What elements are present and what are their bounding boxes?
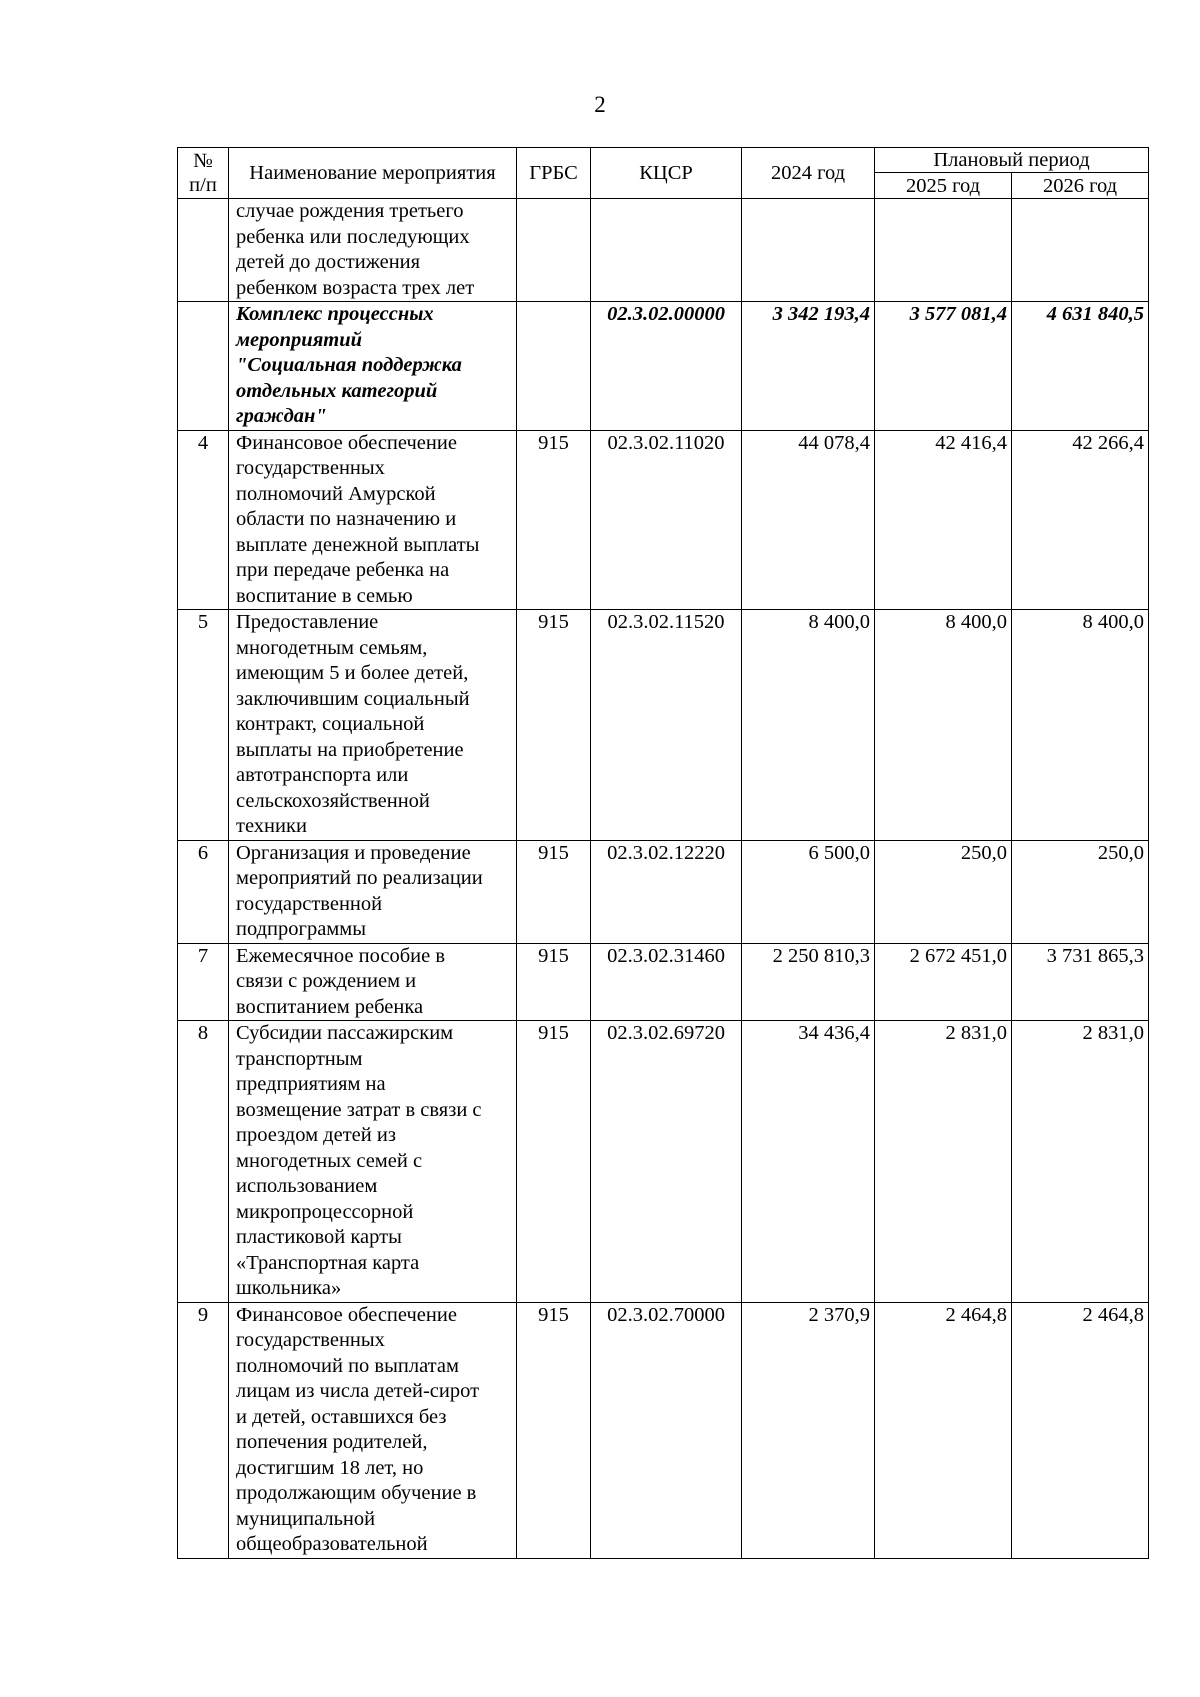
cell-name-line: транспортным xyxy=(236,1047,363,1070)
cell-name-line: многодетным семьям, xyxy=(236,636,428,659)
table-row xyxy=(178,1021,1149,1303)
cell-2024: 8 400,0 xyxy=(742,610,875,841)
cell-grbs xyxy=(517,199,591,302)
cell-name-line: Субсидии пассажирским xyxy=(236,1022,454,1044)
table-row xyxy=(178,840,1149,943)
table-row xyxy=(178,302,1149,431)
cell-name-line: достигшим 18 лет, но xyxy=(236,1456,424,1479)
cell-name xyxy=(229,1021,517,1303)
cell-name-line: ребенка или последующих xyxy=(236,225,470,248)
cell-name-line: микропроцессорной xyxy=(236,1200,414,1223)
cell-2025: 42 416,4 xyxy=(875,430,1012,610)
cell-name-line: мероприятий xyxy=(236,328,363,351)
cell-2026 xyxy=(1012,199,1149,302)
cell-kcsr: 02.3.02.70000 xyxy=(591,1302,742,1558)
cell-2024: 2 250 810,3 xyxy=(742,943,875,1021)
cell-name-line: подпрограммы xyxy=(236,918,367,940)
header-planned-period: Плановый период xyxy=(875,148,1149,173)
cell-2024: 3 342 193,4 xyxy=(742,302,875,431)
cell-name xyxy=(229,302,517,431)
cell-number: 4 xyxy=(178,430,229,610)
cell-number: 8 xyxy=(178,1021,229,1303)
cell-2024: 6 500,0 xyxy=(742,840,875,943)
cell-name-line: государственных xyxy=(236,457,385,479)
cell-name-line: лицам из числа детей-сирот xyxy=(236,1380,480,1402)
cell-name-line: пластиковой карты xyxy=(236,1226,402,1248)
cell-2026: 2 831,0 xyxy=(1012,1021,1149,1303)
cell-name-line: Ежемесячное пособие в xyxy=(236,944,446,967)
cell-2025: 3 577 081,4 xyxy=(875,302,1012,431)
cell-name-line: проездом детей из xyxy=(236,1124,396,1146)
cell-kcsr: 02.3.02.11020 xyxy=(591,430,742,610)
cell-name-line: отдельных категорий xyxy=(236,379,438,402)
cell-number: 6 xyxy=(178,840,229,943)
header-2026: 2026 год xyxy=(1012,173,1149,199)
cell-2025: 2 672 451,0 xyxy=(875,943,1012,1021)
cell-name-line: выплаты на приобретение xyxy=(236,738,464,761)
cell-name xyxy=(229,430,517,610)
cell-name-line: государственных xyxy=(236,1329,385,1351)
header-2025: 2025 год xyxy=(875,173,1012,199)
table-body xyxy=(178,199,1149,1559)
cell-name-line: использованием xyxy=(236,1175,378,1197)
cell-number: 9 xyxy=(178,1302,229,1558)
cell-name-line: и детей, оставшихся без xyxy=(236,1405,447,1428)
cell-name-line: мероприятий по реализации xyxy=(236,867,483,889)
cell-name-line: техники xyxy=(236,815,307,837)
cell-grbs: 915 xyxy=(517,610,591,841)
table-row xyxy=(178,199,1149,302)
cell-name-line: случае рождения третьего xyxy=(236,200,464,222)
table-header xyxy=(178,148,1149,199)
cell-name-line: воспитанием ребенка xyxy=(236,995,424,1018)
cell-name-line: муниципальной xyxy=(236,1507,376,1530)
budget-table xyxy=(177,147,1149,1559)
cell-name-line: заключившим социальный xyxy=(236,687,470,710)
table-row xyxy=(178,430,1149,610)
cell-name-line: Организация и проведение xyxy=(236,841,471,864)
cell-kcsr: 02.3.02.11520 xyxy=(591,610,742,841)
cell-grbs: 915 xyxy=(517,943,591,1021)
cell-2025: 2 464,8 xyxy=(875,1302,1012,1558)
cell-name-line: общеобразовательной xyxy=(236,1533,428,1555)
page-number: 2 xyxy=(594,92,606,117)
cell-number xyxy=(178,199,229,302)
cell-name-line: ребенком возраста трех лет xyxy=(236,276,475,299)
cell-grbs: 915 xyxy=(517,840,591,943)
cell-number: 7 xyxy=(178,943,229,1021)
cell-name-line: детей до достижения xyxy=(236,251,421,273)
cell-kcsr: 02.3.02.69720 xyxy=(591,1021,742,1303)
header-num xyxy=(178,148,229,199)
cell-name-line: Финансовое обеспечение xyxy=(236,431,457,454)
cell-kcsr: 02.3.02.31460 xyxy=(591,943,742,1021)
cell-kcsr: 02.3.02.00000 xyxy=(591,302,742,431)
cell-name-line: Комплекс процессных xyxy=(236,303,434,325)
header-num-line: № xyxy=(193,150,213,172)
cell-name-line: при передаче ребенка на xyxy=(236,559,450,581)
cell-name-line: связи с рождением и xyxy=(236,970,417,992)
cell-2026: 4 631 840,5 xyxy=(1012,302,1149,431)
cell-2024 xyxy=(742,199,875,302)
cell-kcsr xyxy=(591,199,742,302)
cell-name-line: сельскохозяйственной xyxy=(236,789,430,812)
cell-2025: 250,0 xyxy=(875,840,1012,943)
cell-2024: 2 370,9 xyxy=(742,1302,875,1558)
header-num-line: п/п xyxy=(189,174,217,196)
cell-name-line: автотранспорта или xyxy=(236,764,409,786)
cell-name xyxy=(229,1302,517,1558)
cell-2026: 2 464,8 xyxy=(1012,1302,1149,1558)
cell-2025: 2 831,0 xyxy=(875,1021,1012,1303)
cell-2025: 8 400,0 xyxy=(875,610,1012,841)
cell-grbs: 915 xyxy=(517,430,591,610)
cell-number xyxy=(178,302,229,431)
cell-name-line: полномочий по выплатам xyxy=(236,1354,459,1377)
cell-kcsr: 02.3.02.12220 xyxy=(591,840,742,943)
cell-name xyxy=(229,610,517,841)
cell-name-line: продолжающим обучение в xyxy=(236,1482,477,1504)
cell-2024: 44 078,4 xyxy=(742,430,875,610)
cell-grbs xyxy=(517,302,591,431)
cell-2026: 250,0 xyxy=(1012,840,1149,943)
cell-name-line: предприятиям на xyxy=(236,1073,386,1095)
header-kcsr: КЦСР xyxy=(591,148,742,199)
cell-name-line: воспитание в семью xyxy=(236,584,413,607)
cell-name-line: возмещение затрат в связи с xyxy=(236,1098,482,1121)
cell-name-line: выплате денежной выплаты xyxy=(236,533,480,556)
header-grbs: ГРБС xyxy=(517,148,591,199)
cell-name-line: государственной xyxy=(236,892,383,915)
cell-name-line: многодетных семей с xyxy=(236,1149,423,1172)
cell-grbs: 915 xyxy=(517,1302,591,1558)
cell-name xyxy=(229,840,517,943)
cell-name xyxy=(229,943,517,1021)
table-row xyxy=(178,610,1149,841)
table-row xyxy=(178,1302,1149,1558)
cell-2026: 8 400,0 xyxy=(1012,610,1149,841)
cell-name-line: области по назначению и xyxy=(236,508,457,530)
cell-grbs: 915 xyxy=(517,1021,591,1303)
cell-name-line: попечения родителей, xyxy=(236,1431,428,1453)
cell-name-line: Предоставление xyxy=(236,611,379,633)
header-2024: 2024 год xyxy=(742,148,875,199)
cell-name-line: контракт, социальной xyxy=(236,713,425,735)
cell-2025 xyxy=(875,199,1012,302)
cell-name-line: Финансовое обеспечение xyxy=(236,1303,457,1326)
cell-name-line: "Социальная поддержка xyxy=(236,354,462,376)
cell-number: 5 xyxy=(178,610,229,841)
header-name: Наименование мероприятия xyxy=(229,148,517,199)
cell-name-line: «Транспортная карта xyxy=(236,1251,420,1274)
cell-name-line: полномочий Амурской xyxy=(236,482,436,505)
cell-2026: 3 731 865,3 xyxy=(1012,943,1149,1021)
cell-name-line: школьника» xyxy=(236,1277,342,1299)
cell-2026: 42 266,4 xyxy=(1012,430,1149,610)
table-row xyxy=(178,943,1149,1021)
cell-2024: 34 436,4 xyxy=(742,1021,875,1303)
cell-name-line: имеющим 5 и более детей, xyxy=(236,662,469,684)
cell-name-line: граждан" xyxy=(236,405,327,427)
cell-name xyxy=(229,199,517,302)
